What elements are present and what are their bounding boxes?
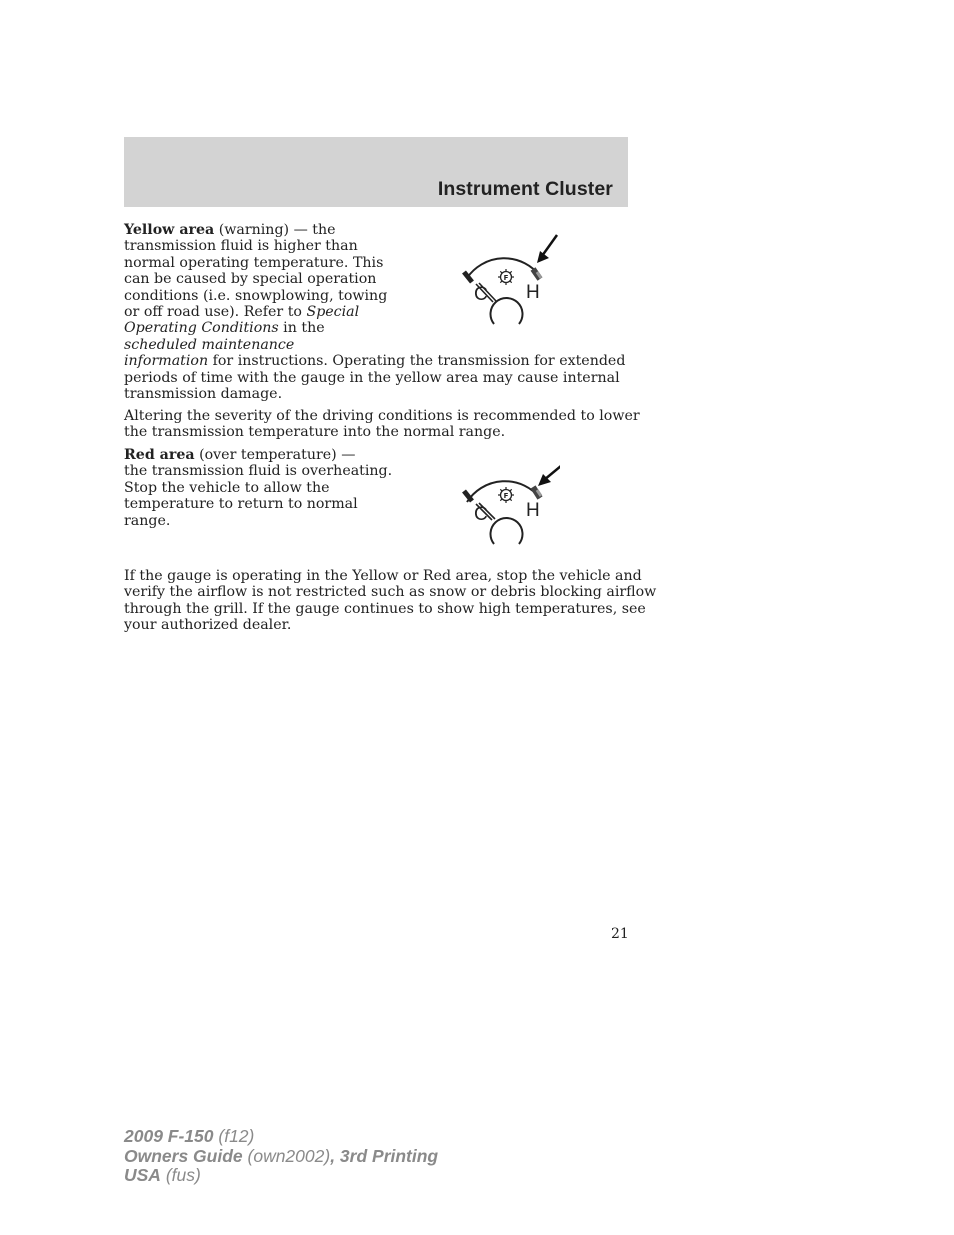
yellow-area-lead: Yellow area [124, 222, 215, 238]
gauge-hot-label: H [526, 500, 540, 521]
transmission-temp-gauge-yellow-illustration [460, 232, 560, 328]
transmission-gear-icon [498, 487, 514, 503]
pointer-arrow-icon [537, 235, 557, 263]
svg-text:F: F [503, 492, 509, 500]
document-footer: 2009 F-150 (f12) Owners Guide (own2002), 3rd Printing USA (fus) [124, 1126, 439, 1185]
gauge-hot-label: H [526, 282, 540, 303]
gauge-hub [491, 298, 523, 324]
gauge-cold-mark [464, 491, 472, 501]
red-area-paragraph: Red area (over temperature) — the transmission fluid is overheating. Stop the vehicle to allow the temperature to return to normal range. [124, 447, 393, 529]
page-number: 21 [611, 926, 629, 942]
pointer-arrow-icon [538, 461, 560, 486]
red-area-lead: Red area [124, 447, 195, 463]
gauge-hub [491, 518, 523, 544]
svg-text:F: F [503, 274, 509, 282]
yellow-area-paragraph: Yellow area (warning) — the transmission fluid is higher than normal operating temperature. This can be caused by special operation conditions (i.e. snowplowing, towing or off road use). Refer to Special Operating Conditions in the scheduled maintenance information for instructions. Operating the transmission for extended periods of time with the gauge in the yellow area may cause internal transmission damage. [124, 222, 626, 403]
altering-conditions-paragraph: Altering the severity of the driving conditions is recommended to lower the transmission temperature into the normal range. [124, 408, 640, 441]
transmission-gear-icon [498, 269, 514, 285]
gauge-cold-label: C [474, 284, 488, 305]
section-title: Instrument Cluster [437, 178, 613, 200]
gauge-cold-label: C [474, 504, 488, 525]
high-temperature-advice-paragraph: If the gauge is operating in the Yellow or Red area, stop the vehicle and verify the airflow is not restricted such as snow or debris blocking airflow through the grill. If the gauge continues to show high temperatures, see your authorized dealer. [124, 568, 657, 634]
transmission-temp-gauge-red-illustration [460, 458, 560, 546]
section-header-band [124, 137, 628, 207]
